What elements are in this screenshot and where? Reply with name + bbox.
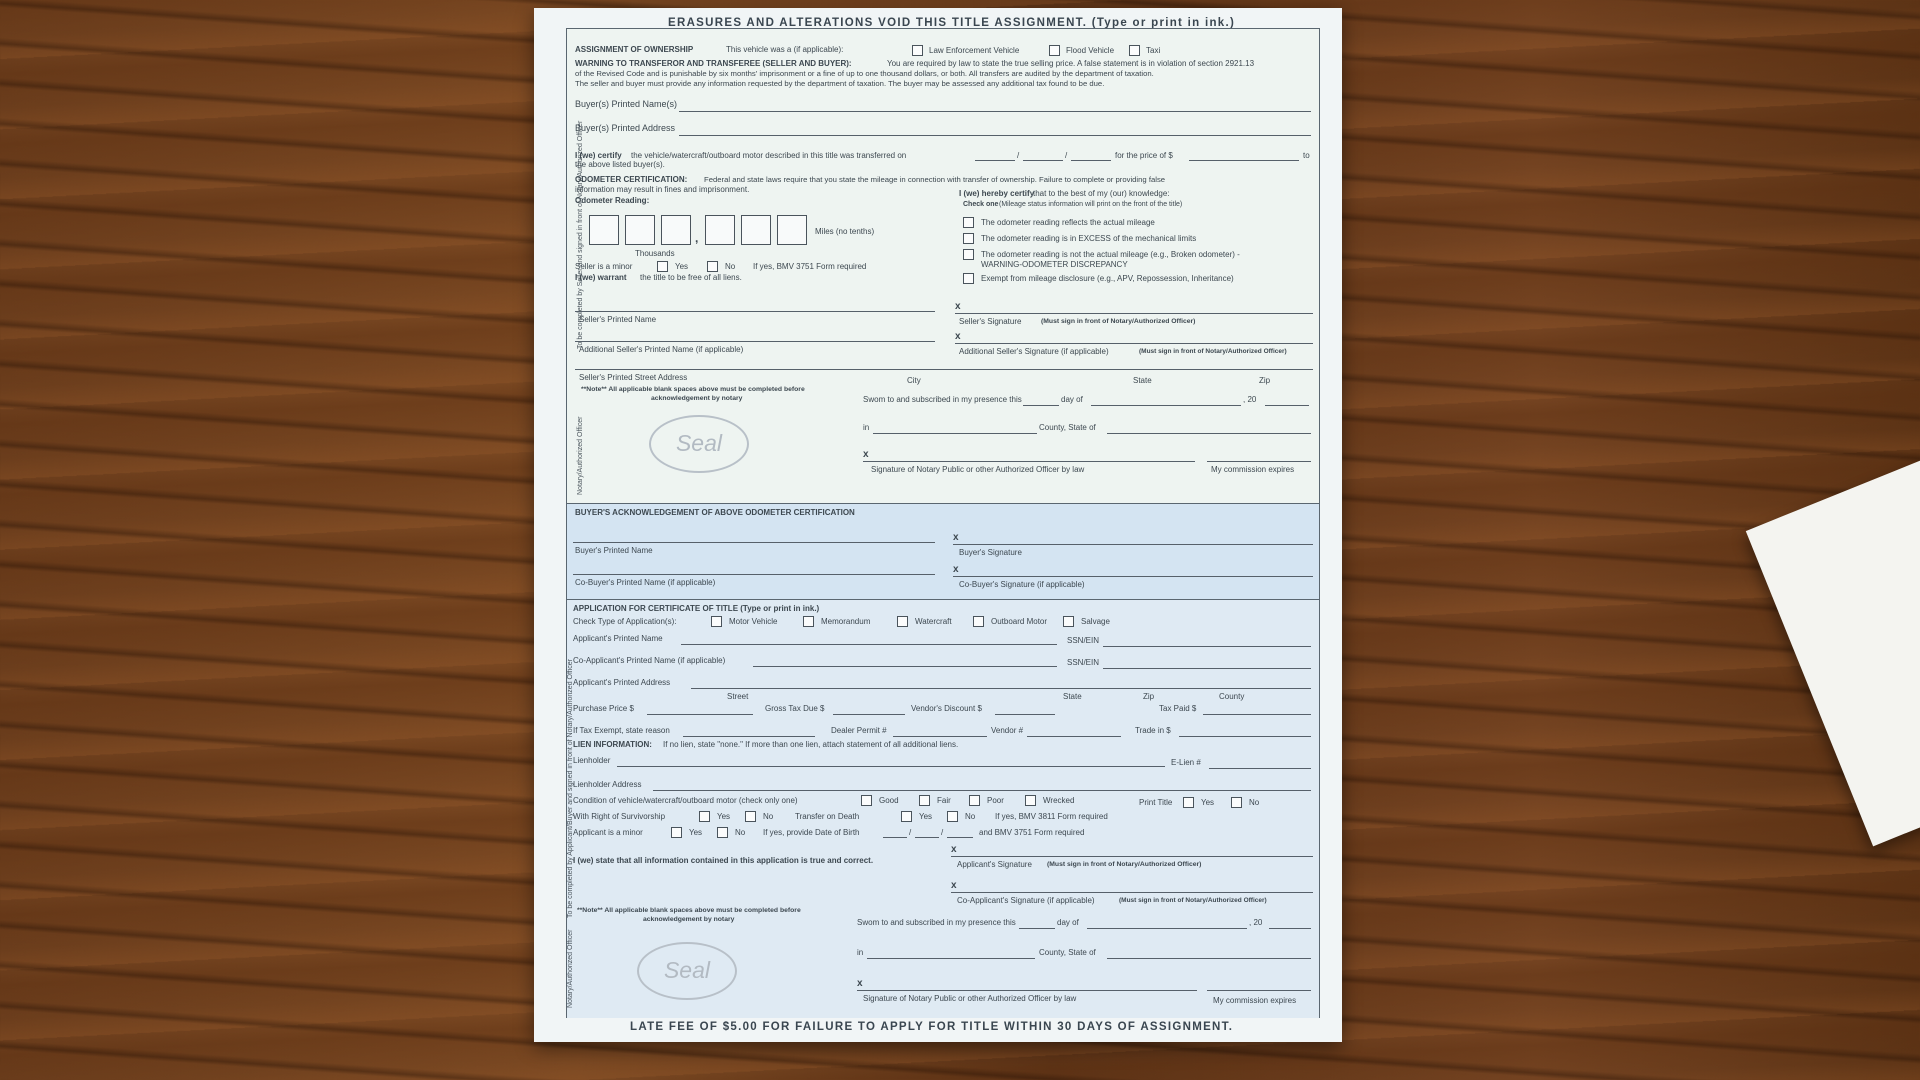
coapplicant-ssn-label: SSN/EIN: [1067, 658, 1100, 667]
buyer-ack-title: BUYER'S ACKNOWLEDGEMENT OF ABOVE ODOMETER CERTIFICATION: [575, 508, 855, 517]
state-of-field-2[interactable]: [1107, 958, 1311, 959]
app-notary-note-1: **Note** All applicable blank spaces above must be completed before: [577, 907, 801, 914]
county-state-label-1: County, State of: [1039, 423, 1096, 432]
odometer-exempt-label: Exempt from mileage disclosure (e.g., APV, Repossession, Inheritance): [981, 274, 1234, 283]
law-enforcement-label: Law Enforcement Vehicle: [929, 46, 1020, 55]
sworn-label-2: Swom to and subscribed in my presence this: [857, 918, 1016, 927]
county-state-label-2: County, State of: [1039, 948, 1096, 957]
assignment-title: ASSIGNMENT OF OWNERSHIP: [575, 45, 694, 54]
survivorship-yes-checkbox[interactable]: [699, 811, 710, 822]
lienholder-label: Lienholder: [573, 756, 611, 765]
sworn-year-field-2[interactable]: [1269, 928, 1311, 929]
type-memorandum-label: Memorandum: [821, 617, 871, 626]
notary-signature-x-2: x: [857, 978, 863, 989]
condition-wrecked-checkbox[interactable]: [1025, 795, 1036, 806]
seller-name-field[interactable]: [575, 311, 935, 312]
cobuyer-signature-field[interactable]: [953, 576, 1313, 577]
survivorship-yes-label: Yes: [717, 812, 731, 821]
odometer-exempt-checkbox[interactable]: [963, 273, 974, 284]
coapplicant-name-field[interactable]: [753, 666, 1057, 667]
condition-label: Condition of vehicle/watercraft/outboard motor (check only one): [573, 796, 798, 805]
coapplicant-signature-x: x: [951, 880, 957, 891]
gross-tax-label: Gross Tax Due $: [765, 704, 825, 713]
warning-line-2: of the Revised Code and is punishable by six months' imprisonment or a fine of up to one thousand dollars, or both. All transfers are audited by the department of taxation.: [575, 69, 1154, 78]
notary-signature-label-2: Signature of Notary Public or other Authorized Officer by law: [863, 994, 1077, 1003]
odometer-not-actual-label: The odometer reading is not the actual mileage (e.g., Broken odometer) -: [981, 250, 1240, 259]
cobuyer-signature-label: Co-Buyer's Signature (if applicable): [959, 580, 1085, 589]
vendor-discount-label: Vendor's Discount $: [911, 704, 982, 713]
dob-year-field[interactable]: [947, 837, 973, 838]
flood-checkbox[interactable]: [1049, 45, 1060, 56]
miles-label: Miles (no tenths): [815, 227, 875, 236]
hereby-certify-text: that to the best of my (our) knowledge:: [1033, 189, 1170, 198]
type-motor-vehicle-checkbox[interactable]: [711, 616, 722, 627]
condition-fair-checkbox[interactable]: [919, 795, 930, 806]
lien-title: LIEN INFORMATION:: [573, 740, 652, 749]
odometer-digit-6[interactable]: [777, 215, 807, 245]
condition-poor-label: Poor: [987, 796, 1004, 805]
survivorship-no-label: No: [763, 812, 774, 821]
sworn-day-field-2[interactable]: [1019, 928, 1055, 929]
tax-paid-field[interactable]: [1203, 714, 1311, 715]
seller-signature-label: Seller's Signature: [959, 317, 1022, 326]
additional-seller-name-field[interactable]: [575, 341, 935, 342]
form-header: ERASURES AND ALTERATIONS VOID THIS TITLE ASSIGNMENT. (Type or print in ink.): [668, 17, 1236, 29]
seller-bmv-3751-label: If yes, BMV 3751 Form required: [753, 262, 867, 271]
additional-seller-signature-x: x: [955, 331, 961, 342]
applicant-minor-yes-label: Yes: [689, 828, 703, 837]
seller-minor-no-checkbox[interactable]: [707, 261, 718, 272]
commission-label-1: My commission expires: [1211, 465, 1295, 474]
dealer-permit-label: Dealer Permit #: [831, 726, 887, 735]
elien-label: E-Lien #: [1171, 758, 1201, 767]
title-assignment-form: [534, 8, 1342, 1042]
survivorship-label: With Right of Survivorship: [573, 812, 666, 821]
seller-minor-yes-label: Yes: [675, 262, 689, 271]
applicant-signature-x: x: [951, 844, 957, 855]
type-salvage-label: Salvage: [1081, 617, 1110, 626]
address-state-label: State: [1063, 692, 1082, 701]
seller-street-label: Seller's Printed Street Address: [579, 373, 688, 382]
notary-signature-field-2[interactable]: [857, 990, 1197, 991]
taxi-label: Taxi: [1146, 46, 1161, 55]
buyer-address-label: Buyer(s) Printed Address: [575, 123, 676, 133]
gross-tax-field[interactable]: [833, 714, 905, 715]
commission-field-1[interactable]: [1207, 461, 1311, 462]
hereby-certify-lead: I (we) hereby certify: [959, 189, 1035, 198]
county-field-2[interactable]: [867, 958, 1035, 959]
coapplicant-name-label: Co-Applicant's Printed Name (if applicable): [573, 656, 726, 665]
buyer-address-field[interactable]: [679, 135, 1311, 136]
check-type-label: Check Type of Application(s):: [573, 617, 677, 626]
trade-in-label: Trade in $: [1135, 726, 1171, 735]
warrant-text: the title to be free of all liens.: [640, 273, 742, 282]
applicant-address-label: Applicant's Printed Address: [573, 678, 671, 687]
flood-label: Flood Vehicle: [1066, 46, 1115, 55]
seller-signature-field[interactable]: [955, 313, 1313, 314]
odometer-excess-label: The odometer reading is in EXCESS of the mechanical limits: [981, 234, 1197, 243]
vendor-number-label: Vendor #: [991, 726, 1024, 735]
applicant-name-label: Applicant's Printed Name: [573, 634, 663, 643]
additional-seller-signature-field[interactable]: [955, 343, 1313, 344]
bmv-3751-app-label: and BMV 3751 Form required: [979, 828, 1085, 837]
condition-wrecked-label: Wrecked: [1043, 796, 1075, 805]
elien-field[interactable]: [1209, 768, 1311, 769]
applicant-name-field[interactable]: [681, 644, 1057, 645]
seller-minor-yes-checkbox[interactable]: [657, 261, 668, 272]
notary-seal-1: Seal: [649, 415, 749, 473]
sworn-month-field-2[interactable]: [1087, 928, 1247, 929]
side-label-seller: To be completed by Seller and signed in front of Notary/Authorized Officer: [577, 120, 584, 349]
purchase-price-field[interactable]: [647, 714, 753, 715]
buyer-names-field[interactable]: [679, 111, 1311, 112]
lien-text: If no lien, state "none." If more than one lien, attach statement of all additional liens.: [663, 740, 959, 749]
state-of-field-1[interactable]: [1107, 433, 1311, 434]
certify-price-label: for the price of $: [1115, 151, 1173, 160]
survivorship-no-checkbox[interactable]: [745, 811, 756, 822]
notary-signature-field-1[interactable]: [863, 461, 1195, 462]
vehicle-was-label: This vehicle was a (if applicable):: [726, 45, 844, 54]
tax-exempt-label: If Tax Exempt, state reason: [573, 726, 670, 735]
side-label-notary: Notary/Authorized Officer: [577, 416, 584, 495]
odometer-digit-3[interactable]: [661, 215, 691, 245]
transfer-on-death-label: Transfer on Death: [795, 812, 860, 821]
odometer-digit-4[interactable]: [705, 215, 735, 245]
taxi-checkbox[interactable]: [1129, 45, 1140, 56]
notary-seal-2: Seal: [637, 942, 737, 1000]
address-county-label: County: [1219, 692, 1245, 701]
additional-seller-signature-label: Additional Seller's Signature (if applicable): [959, 347, 1109, 356]
tod-yes-checkbox[interactable]: [901, 811, 912, 822]
warning-line-1: You are required by law to state the true selling price. A false statement is in violation of section 2921.13: [887, 59, 1255, 68]
side-label-applicant: To be completed by Applicant/Buyer and signed in front of Notary/Authorized Officer: [567, 658, 574, 918]
address-street-label: Street: [727, 692, 749, 701]
cobuyer-signature-x: x: [953, 564, 959, 575]
county-field-1[interactable]: [873, 433, 1037, 434]
applicant-ssn-label: SSN/EIN: [1067, 636, 1100, 645]
application-title: APPLICATION FOR CERTIFICATE OF TITLE (Type or print in ink.): [573, 604, 820, 613]
commission-label-2: My commission expires: [1213, 996, 1297, 1005]
dob-label: If yes, provide Date of Birth: [763, 828, 860, 837]
odometer-reading-label: Odometer Reading:: [575, 196, 650, 205]
print-title-yes-checkbox[interactable]: [1183, 797, 1194, 808]
type-outboard-checkbox[interactable]: [973, 616, 984, 627]
odometer-actual-checkbox[interactable]: [963, 217, 974, 228]
type-watercraft-label: Watercraft: [915, 617, 952, 626]
odometer-discrepancy-label: WARNING-ODOMETER DISCREPANCY: [981, 260, 1128, 269]
buyer-signature-field[interactable]: [953, 544, 1313, 545]
cobuyer-name-label: Co-Buyer's Printed Name (if applicable): [575, 578, 716, 587]
type-motor-vehicle-label: Motor Vehicle: [729, 617, 778, 626]
vendor-discount-field[interactable]: [995, 714, 1055, 715]
tod-no-checkbox[interactable]: [947, 811, 958, 822]
tax-paid-label: Tax Paid $: [1159, 704, 1197, 713]
purchase-price-label: Purchase Price $: [573, 704, 634, 713]
white-card-edge: [1746, 434, 1920, 847]
cobuyer-name-field[interactable]: [573, 574, 935, 575]
condition-fair-label: Fair: [937, 796, 951, 805]
print-title-no-checkbox[interactable]: [1231, 797, 1242, 808]
type-salvage-checkbox[interactable]: [1063, 616, 1074, 627]
law-enforcement-checkbox[interactable]: [912, 45, 923, 56]
seller-street-field[interactable]: [575, 369, 1313, 370]
warning-line-3: The seller and buyer must provide any information requested by the department of taxation. The buyer may be assessed any additional tax found to be due.: [575, 79, 1105, 88]
buyer-signature-x: x: [953, 532, 959, 543]
vendor-number-field[interactable]: [1027, 736, 1121, 737]
bmv-3811-label: If yes, BMV 3811 Form required: [995, 812, 1108, 821]
transfer-year-field[interactable]: [1071, 160, 1111, 161]
trade-in-field[interactable]: [1179, 736, 1311, 737]
in-label-2: in: [857, 948, 864, 957]
warrant-lead: I (we) warrant: [575, 273, 627, 282]
applicant-minor-no-checkbox[interactable]: [717, 827, 728, 838]
odometer-title: ODOMETER CERTIFICATION:: [575, 175, 688, 184]
seller-state-label: State: [1133, 376, 1152, 385]
odometer-digit-5[interactable]: [741, 215, 771, 245]
buyer-name-label: Buyer's Printed Name: [575, 546, 653, 555]
year-label-2: , 20: [1249, 918, 1263, 927]
dob-day-field[interactable]: [915, 837, 939, 838]
transfer-month-field[interactable]: [975, 160, 1015, 161]
assignment-section: To be completed by Seller and signed in front of Notary/Authorized Officer Notary/Authorized Officer ASSIGNMENT OF OWNERSHIP This vehicle was a (if applicable): Law Enforcement Vehicle Flood Vehicle Taxi WARNING TO TRANSFEROR AND TRANSFEREE (SELLER AND BUYER): You are required by law to state the true selling price. A false statement is in violation of section 2921.13 of the Revised Code and is punishable by six months' imprisonment or a fine of up to one thousand dollars, or both. All transfers are audited by the department of taxation. The seller and buyer must provide any information requested by the department of taxation. The buyer may be assessed any additional tax found to be due. Buyer(s) Printed Name(s) Buyer(s) Printed Address I (we) certify the vehicle/watercraft/outboard motor described in this title was transferred on / / for the price of $ to the above listed buyer(s). ODOMETER CERTIFICATION: Federal and state laws require that you state the mileage in connection with transfer of ownership. Failure to complete or providing false information may result in fines and imprisonment. Odometer Reading: , Miles (no tenths) Thousands I (we) hereby certify that to the best of my (our) knowledge: Check one (Mileage status information will print on the front of the title) The odometer reading reflects the actual mileage The odometer reading is in EXCESS of the mechanical limits The odometer reading is not the actual mileage (e.g., Broken odometer) - WARNING-ODOMETER DISCREPANCY Exempt from mileage disclosure (e.g., APV, Repossession, Inheritance) Seller is a minor Yes No If yes, BMV 3751 Form required I (we) warrant the title to be free of all liens. Seller's Printed Name x Seller's Signature (Must sign in front of Notary/Authorized Officer) Additional Seller's Printed Name (if applicable) x Additional Seller's Signature (if applicable) (Must sign in front of Notary/Authorized Officer) Seller's Printed Street Address City State Zip **Note** All applicable blank spaces above must be completed before acknowledgement by notary Seal Swom to and subscribed in my presence this day of , 20 in County, State of x Signature of Notary Public or other Authorized Officer by law My commission expires: [567, 29, 1319, 503]
seller-minor-no-label: No: [725, 262, 736, 271]
app-notary-note-2: acknowledgement by notary: [643, 916, 735, 923]
coapplicant-signature-label: Co-Applicant's Signature (if applicable): [957, 896, 1095, 905]
day-of-label-1: day of: [1061, 395, 1083, 404]
sworn-month-field-1[interactable]: [1091, 405, 1241, 406]
odometer-digit-2[interactable]: [625, 215, 655, 245]
type-outboard-label: Outboard Motor: [991, 617, 1048, 626]
seller-signature-x: x: [955, 301, 961, 312]
certify-lead: I (we) certify: [575, 151, 622, 160]
coapplicant-signature-field[interactable]: [951, 892, 1313, 893]
certify-text: the vehicle/watercraft/outboard motor described in this title was transferred on: [631, 151, 907, 160]
buyer-signature-label: Buyer's Signature: [959, 548, 1022, 557]
application-section: To be completed by Applicant/Buyer and signed in front of Notary/Authorized Officer Notary/Authorized Officer APPLICATION FOR CERTIFICATE OF TITLE (Type or print in ink.) Check Type of Application(s): Motor Vehicle Memorandum Watercraft Outboard Motor Salvage Applicant's Printed Name SSN/EIN Co-Applicant's Printed Name (if applicable) SSN/EIN Applicant's Printed Address Street State Zip County Purchase Price $ Gross Tax Due $ Vendor's Discount $ Tax Paid $ If Tax Exempt, state reason Dealer Permit # Vendor # Trade in $ LIEN INFORMATION: If no lien, state "none." If more than one lien, attach statement of all additional liens. Lienholder E-Lien # Lienholder Address Condition of vehicle/watercraft/outboard motor (check only one) Good Fair Poor Wrecked Print Title Yes No With Right of Survivorship Yes No Transfer on Death Yes No If yes, BMV 3811 Form required Applicant is a minor Yes No If yes, provide Date of Birth / / and BMV 3751 Form required I (we) state that all information contained in this application is true and correct. x Applicant's Signature (Must sign in front of Notary/Authorized Officer) x Co-Applicant's Signature (if applicable) (Must sign in front of Notary/Authorized Officer) **Note** All applicable blank spaces above must be completed before acknowledgement by notary Seal Swom to and subscribed in my presence this day of , 20 in County, State of x Signature of Notary Public or other Authorized Officer by law My commission expires: [567, 599, 1319, 1018]
day-of-label-2: day of: [1057, 918, 1079, 927]
form-footer: LATE FEE OF $5.00 FOR FAILURE TO APPLY FOR TITLE WITHIN 30 DAYS OF ASSIGNMENT.: [630, 1021, 1234, 1033]
additional-seller-name-label: Additional Seller's Printed Name (if applicable): [579, 345, 744, 354]
certify-line-2: the above listed buyer(s).: [575, 160, 665, 169]
seller-city-label: City: [907, 376, 921, 385]
coapplicant-signature-note: (Must sign in front of Notary/Authorized Officer): [1119, 897, 1267, 904]
sworn-year-field-1[interactable]: [1265, 405, 1309, 406]
lienholder-address-field[interactable]: [653, 790, 1311, 791]
print-title-label: Print Title: [1139, 798, 1173, 807]
odometer-actual-label: The odometer reading reflects the actual mileage: [981, 218, 1155, 227]
applicant-minor-label: Applicant is a minor: [573, 828, 643, 837]
odometer-not-actual-checkbox[interactable]: [963, 249, 974, 260]
sworn-day-field-1[interactable]: [1023, 405, 1059, 406]
condition-poor-checkbox[interactable]: [969, 795, 980, 806]
applicant-minor-no-label: No: [735, 828, 746, 837]
sworn-label-1: Swom to and subscribed in my presence this: [863, 395, 1022, 404]
notary-note-1: **Note** All applicable blank spaces above must be completed before: [581, 386, 805, 393]
lienholder-address-label: Lienholder Address: [573, 780, 642, 789]
odometer-excess-checkbox[interactable]: [963, 233, 974, 244]
applicant-signature-note: (Must sign in front of Notary/Authorized Officer): [1047, 861, 1202, 868]
tod-no-label: No: [965, 812, 976, 821]
odometer-text-2: information may result in fines and imprisonment.: [575, 185, 750, 194]
buyer-acknowledgement-section: [567, 503, 1319, 600]
seller-signature-note: (Must sign in front of Notary/Authorized Officer): [1041, 318, 1196, 325]
tax-exempt-field[interactable]: [683, 736, 815, 737]
dob-month-field[interactable]: [883, 837, 907, 838]
applicant-signature-field[interactable]: [951, 856, 1313, 857]
thousands-label: Thousands: [635, 249, 675, 258]
check-one-note: (Mileage status information will print on the front of the title): [999, 201, 1183, 208]
certify-to: to: [1303, 151, 1310, 160]
side-label-notary-2: Notary/Authorized Officer: [567, 929, 574, 1008]
commission-field-2[interactable]: [1207, 990, 1311, 991]
address-zip-label: Zip: [1143, 692, 1155, 701]
dealer-permit-field[interactable]: [893, 736, 987, 737]
warning-title: WARNING TO TRANSFEROR AND TRANSFEREE (SELLER AND BUYER):: [575, 59, 852, 68]
additional-seller-signature-note: (Must sign in front of Notary/Authorized Officer): [1139, 348, 1287, 355]
type-watercraft-checkbox[interactable]: [897, 616, 908, 627]
form-frame: [566, 28, 1320, 1018]
notary-note-2: acknowledgement by notary: [651, 395, 743, 402]
odometer-text-1: Federal and state laws require that you state the mileage in connection with transfer of ownership. Failure to complete or providing false: [704, 175, 1166, 184]
check-one-label: Check one: [963, 201, 999, 208]
condition-good-checkbox[interactable]: [861, 795, 872, 806]
in-label-1: in: [863, 423, 870, 432]
applicant-ssn-field[interactable]: [1103, 646, 1311, 647]
state-true-text: I (we) state that all information contained in this application is true and correct.: [573, 856, 874, 865]
print-title-yes-label: Yes: [1201, 798, 1215, 807]
tod-yes-label: Yes: [919, 812, 933, 821]
applicant-signature-label: Applicant's Signature: [957, 860, 1032, 869]
seller-minor-label: Seller is a minor: [575, 262, 633, 271]
notary-signature-x-1: x: [863, 449, 869, 460]
seller-name-label: Seller's Printed Name: [579, 315, 657, 324]
price-field[interactable]: [1189, 160, 1299, 161]
year-label-1: , 20: [1243, 395, 1257, 404]
applicant-minor-yes-checkbox[interactable]: [671, 827, 682, 838]
transfer-day-field[interactable]: [1023, 160, 1063, 161]
applicant-address-field[interactable]: [691, 688, 1311, 689]
buyer-name-field[interactable]: [573, 542, 935, 543]
type-memorandum-checkbox[interactable]: [803, 616, 814, 627]
print-title-no-label: No: [1249, 798, 1260, 807]
seller-zip-label: Zip: [1259, 376, 1271, 385]
lienholder-field[interactable]: [617, 766, 1165, 767]
odometer-digit-1[interactable]: [589, 215, 619, 245]
notary-signature-label-1: Signature of Notary Public or other Authorized Officer by law: [871, 465, 1085, 474]
buyer-names-label: Buyer(s) Printed Name(s): [575, 99, 678, 109]
coapplicant-ssn-field[interactable]: [1103, 668, 1311, 669]
condition-good-label: Good: [879, 796, 899, 805]
